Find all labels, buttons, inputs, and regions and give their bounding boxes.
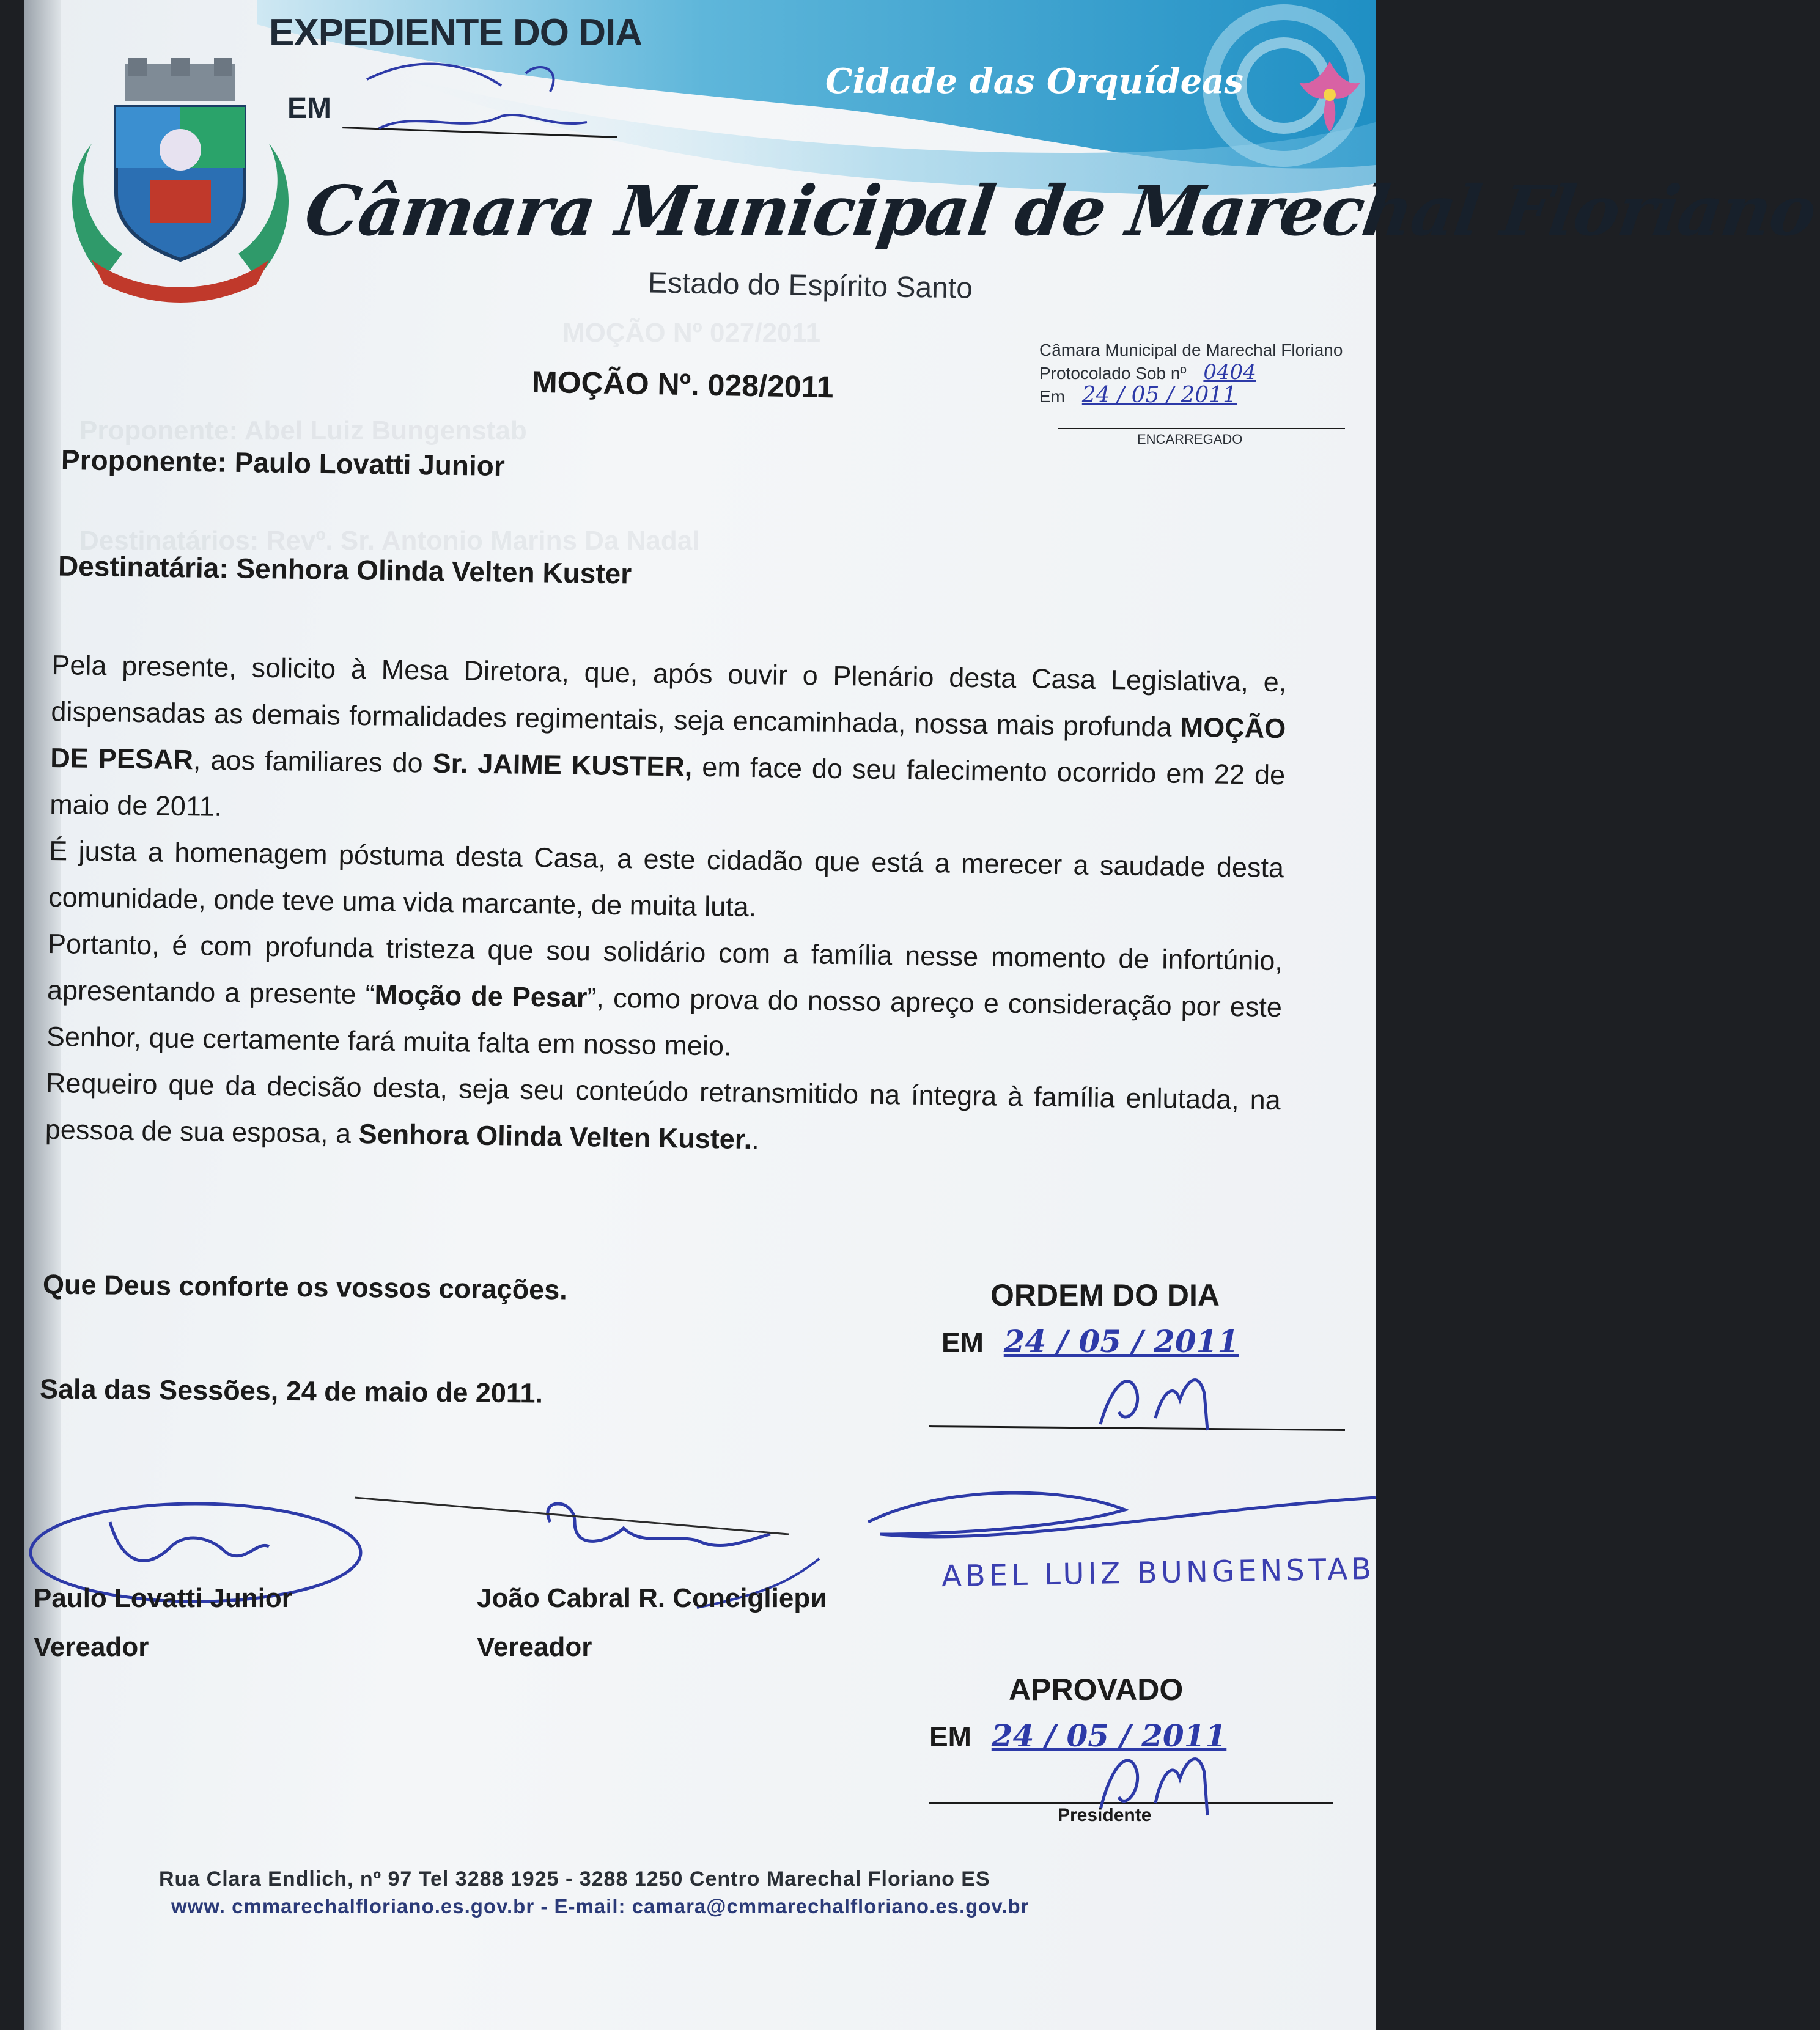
proponent-label: Proponente: xyxy=(61,443,227,478)
state-subtitle: Estado do Espírito Santo xyxy=(647,267,973,305)
city-slogan: Cidade das Orquídeas xyxy=(825,61,1244,101)
signatory-2-role: Vereador xyxy=(477,1632,592,1662)
bleed-through-text: Proponente: Abel Luiz Bungenstab xyxy=(79,416,527,446)
proponent-name: Paulo Lovatti Junior xyxy=(234,446,506,482)
footer-web-email: www. cmmarechalfloriano.es.gov.br - E-mail: camara@cmmarechalfloriano.es.gov.br xyxy=(171,1895,1030,1918)
protocol-line-3: Em 24 / 05 / 2011 xyxy=(1039,383,1237,408)
orchid-icon xyxy=(1296,49,1363,134)
paragraph-2: É justa a homenagem póstuma desta Casa, a este cidadão que está a merecer a saudade desta comunidade, onde teve uma vida marcante, de muita luta. xyxy=(48,834,1284,923)
protocol-stamp xyxy=(1039,339,1343,408)
paragraph-1: Pela presente, solicito à Mesa Diretora, que, após ouvir o Plenário desta Casa Legislativa, e, dispensadas as demais formalidades regimentais, seja encaminhada, nossa mais profunda MOÇÃO DE PESAR, aos familiares do Sr. JAIME KUSTER, em face do seu falecimento ocorrido em 22 de maio de 2011. xyxy=(49,649,1287,822)
aprovado-role: Presidente xyxy=(1058,1805,1152,1825)
aprovado-em-line: EM 24 / 05 / 2011 xyxy=(929,1718,1227,1754)
recipient-label: Destinatária: xyxy=(57,550,229,584)
signatory-1-name: Paulo Lovatti Junior xyxy=(34,1583,292,1613)
signatory-1-role: Vereador xyxy=(34,1632,149,1662)
aprovado-title: APROVADO xyxy=(1009,1672,1184,1707)
ordem-do-dia-initials xyxy=(1088,1357,1247,1436)
paragraph-4: Requeiro que da decisão desta, seja seu conteúdo retransmitido na íntegra à família enlutada, na pessoa de sua esposa, a Senhora Olinda Velten Kuster.. xyxy=(45,1067,1281,1155)
closing-line: Que Deus conforte os vossos corações. xyxy=(42,1268,568,1306)
bleed-through-text: MOÇÃO Nº 027/2011 xyxy=(562,318,821,348)
ordem-do-dia-em-line: EM 24 / 05 / 2011 xyxy=(941,1323,1239,1359)
signatory-2-name: João Cabral R. Concigliери xyxy=(477,1583,827,1613)
ordem-do-dia-title: ORDEM DO DIA xyxy=(990,1278,1220,1312)
document-title: MOÇÃO Nº. 028/2011 xyxy=(531,364,834,405)
expediente-handwriting xyxy=(342,43,636,147)
place-date-line: Sala das Sessões, 24 de maio de 2011. xyxy=(39,1373,543,1409)
signatory-3-handwritten-name: ABEL LUIZ BUNGENSTAB xyxy=(941,1551,1376,1594)
protocol-role: ENCARREGADO xyxy=(1137,432,1243,447)
proponent-line xyxy=(61,443,506,482)
protocol-number: 0404 xyxy=(1203,360,1256,384)
protocol-signature-line xyxy=(1058,428,1345,429)
bleed-through-text: Destinatários: Revº. Sr. Antonio Marins Da Nadal xyxy=(79,526,700,556)
recipient-name: Senhora Olinda Velten Kuster xyxy=(236,552,632,590)
expediente-stamp-title: EXPEDIENTE DO DIA xyxy=(269,12,642,54)
aprovado-date: 24 / 05 / 2011 xyxy=(991,1718,1227,1754)
document-page xyxy=(24,0,1820,2030)
protocol-date: 24 / 05 / 2011 xyxy=(1081,383,1237,408)
protocol-line-2: Protocolado Sob nº 0404 xyxy=(1039,360,1256,384)
expediente-em-label: EM xyxy=(287,92,331,125)
paragraph-3: Portanto, é com profunda tristeza que sou solidário com a família nesse momento de infortúnio, apresentando a presente “Moção de Pesar”, como prova do nosso apreço e consideração por este Senhor, que certamente fará muita falta em nosso meio. xyxy=(46,927,1283,1062)
footer-address: Rua Clara Endlich, nº 97 Tel 3288 1925 - 3288 1250 Centro Marechal Floriano ES xyxy=(159,1867,990,1891)
protocol-line-1: Câmara Municipal de Marechal Floriano xyxy=(1039,340,1343,359)
ordem-do-dia-date: 24 / 05 / 2011 xyxy=(1003,1323,1239,1359)
municipal-crest-icon xyxy=(67,58,293,303)
institution-title: Câmara Municipal de Marechal Floriano xyxy=(300,171,1820,251)
motion-body xyxy=(45,642,1286,1170)
